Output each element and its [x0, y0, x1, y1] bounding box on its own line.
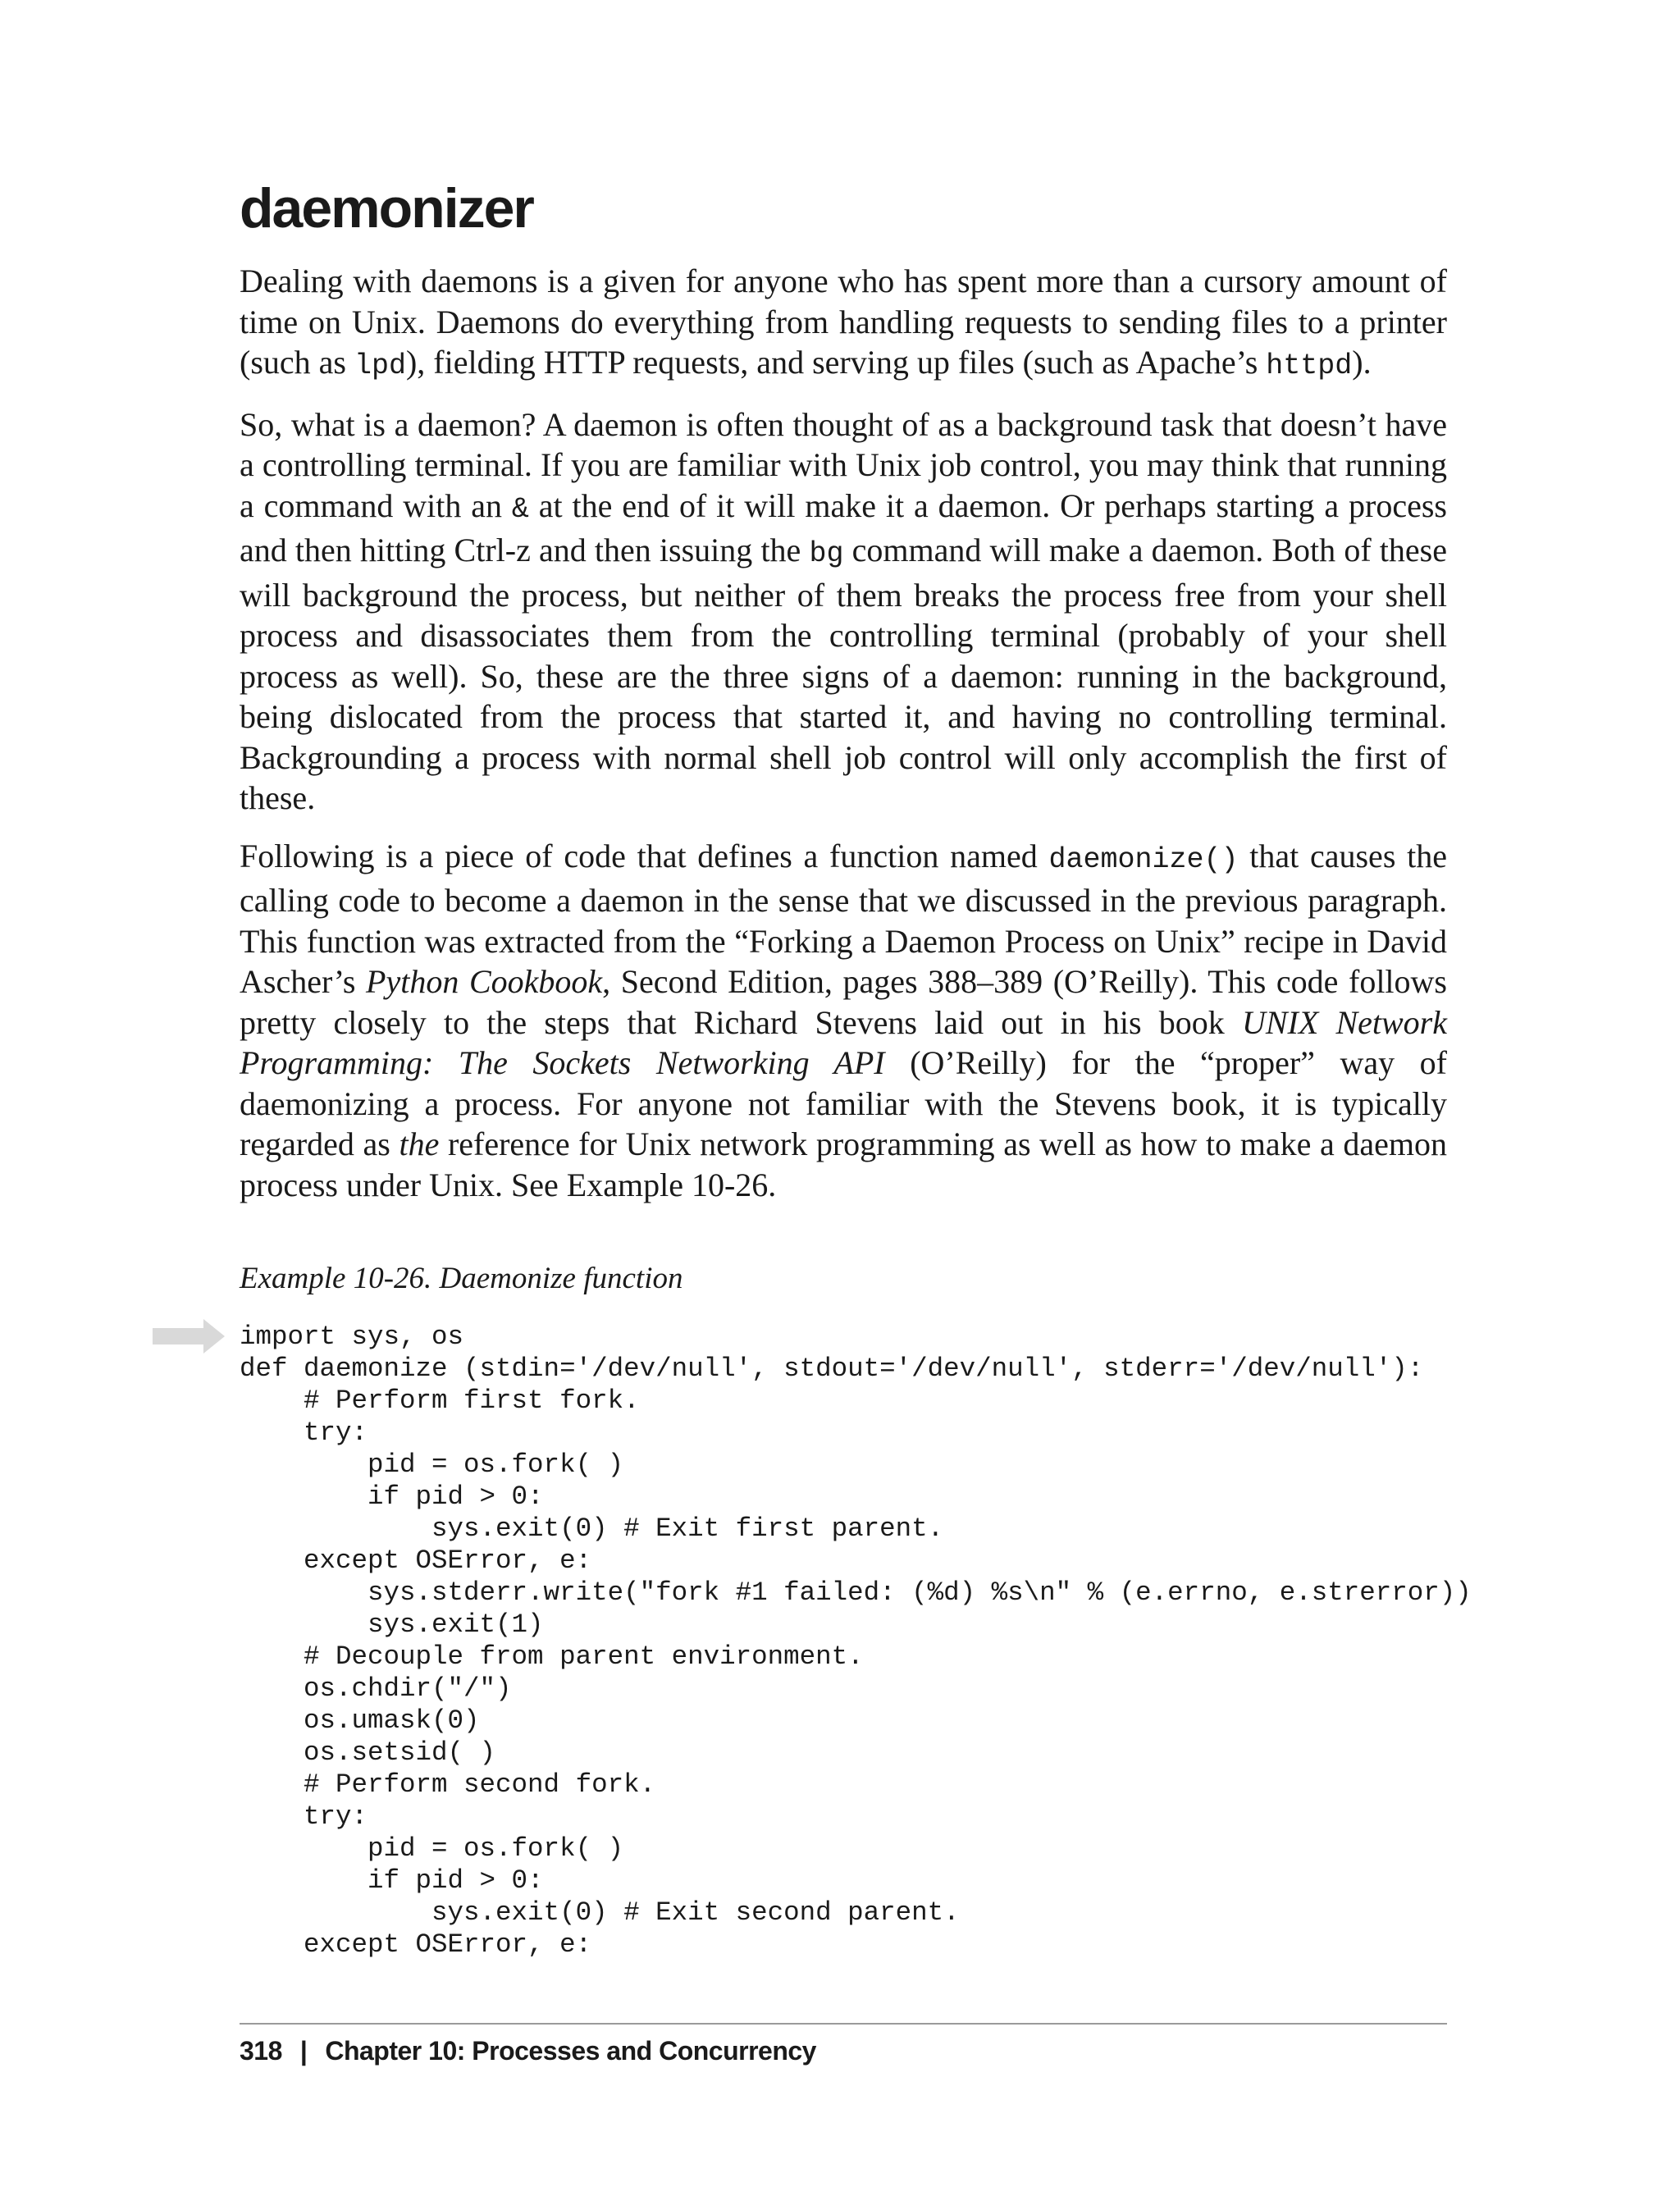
inline-code-daemonize: daemonize()	[1048, 842, 1239, 876]
code-listing: import sys, os def daemonize (stdin='/dev/null', stdout='/dev/null', stderr='/dev/null'): # Perform first fork. try: pid = os.fork( ) if pid > 0: sys.exit(0) # Exit first parent. except OSError, e: sys.stderr.write("fork #1 failed: (%d) %s\n" % (e.errno, e.strerror)) sys.exit(1) # Decouple from parent environment. os.chdir("/") os.umask(0) os.setsid( ) # Perform second fork. try: pid = os.fork( ) if pid > 0: sys.exit(0) # Exit second parent. except OSError, e:	[240, 1322, 1472, 1960]
inline-code-ampersand: &	[511, 492, 529, 526]
text-run: command will make a daemon. Both of these will background the process, but neither of them breaks the process free from your shell process and disassociates them from the controlling terminal (probably of your shell process as well). So, these are the three signs of a daemon: running in the background, being dislocated from the process that started it, and having no controlling terminal. Backgrounding a process with normal shell job control will only accomplish the first of these.	[240, 532, 1447, 816]
text-run: Dealing with daemons is a given for anyone who has spent more than a cursory amount of time on Unix. Daemons do everything from handling requests to sending files to a printer (such as	[240, 262, 1447, 381]
example-caption: Example 10-26. Daemonize function	[240, 1262, 683, 1295]
body-text	[240, 261, 1447, 1222]
section-heading: daemonizer	[240, 177, 533, 240]
text-run: , Second Edition, pages 388–389 (O’Reilly). This code follows pretty closely to the steps that Richard Stevens laid out in his book	[240, 963, 1447, 1041]
inline-code-httpd: httpd	[1266, 349, 1353, 382]
footer-divider	[240, 2023, 1447, 2025]
emphasis-the: the	[399, 1125, 440, 1162]
text-run: reference for Unix network programming as well as how to make a daemon process under Unix. See Example 10-26.	[240, 1125, 1447, 1203]
text-run: ), fielding HTTP requests, and serving up files (such as Apache’s	[405, 344, 1267, 381]
page-footer	[240, 2038, 816, 2064]
paragraph-1	[240, 261, 1447, 387]
text-run: (O’Reilly) for the “proper” way of daemonizing a process. For anyone not familiar with the Stevens book, it is typically regarded as	[240, 1044, 1448, 1162]
book-title-python-cookbook: Python Cookbook	[366, 963, 603, 1000]
text-run: Following is a piece of code that defines a function named	[240, 837, 1049, 874]
chapter-title: Chapter 10: Processes and Concurrency	[325, 2036, 816, 2066]
arrow-right-icon	[153, 1319, 225, 1354]
text-run: So, what is a daemon? A daemon is often thought of as a background task that doesn’t have a controlling terminal. If you are familiar with Unix job control, you may think that running a command with an	[240, 405, 1447, 524]
inline-code-bg: bg	[809, 537, 844, 570]
book-title-unix-network-programming: UNIX Network Programming: The Sockets Networking API	[240, 1003, 1447, 1081]
inline-code-lpd: lpd	[354, 349, 406, 382]
footer-separator: |	[299, 2036, 308, 2066]
text-run: ).	[1352, 344, 1372, 381]
page-number: 318	[240, 2036, 282, 2066]
text-run: that causes the calling code to become a daemon in the sense that we discussed in the previous paragraph. This function was extracted from the “Forking a Daemon Process on Unix” recipe in David Ascher’s	[240, 837, 1447, 1000]
paragraph-2	[240, 404, 1447, 819]
text-run: at the end of it will make it a daemon. Or perhaps starting a process and then hitting Ctrl-z and then issuing the	[240, 486, 1448, 568]
paragraph-3	[240, 836, 1447, 1206]
